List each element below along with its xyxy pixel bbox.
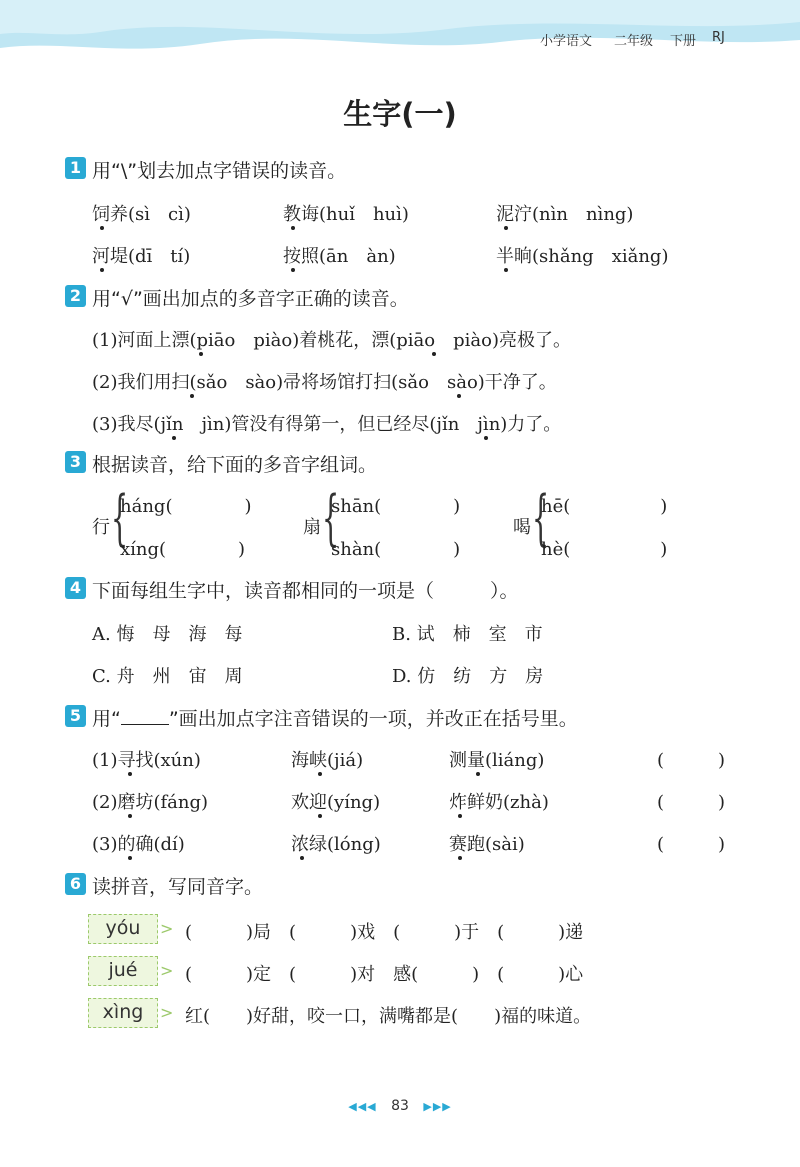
q3-reading-1a: háng( ) xyxy=(120,496,252,517)
q1-item-6: 半晌(shǎng xiǎng) xyxy=(496,246,669,267)
q4-option-d: D. 仿 纺 方 房 xyxy=(392,666,544,687)
emphasis-dot xyxy=(190,394,194,398)
q1-item-3: 泥泞(nìn nìng) xyxy=(496,204,634,225)
underline-sample xyxy=(121,710,169,725)
q4-option-c: C. 舟 州 宙 周 xyxy=(92,666,243,687)
emphasis-dot xyxy=(457,394,461,398)
question-number-4: 4 xyxy=(65,577,86,599)
q5-row3-c: 赛跑(sài) xyxy=(449,834,525,855)
q1-item-5: 按照(ān àn) xyxy=(283,246,396,267)
chevron-right-icon: > xyxy=(160,1003,174,1022)
q2-line-1: (1)河面上漂(piāo piào)着桃花，漂(piāo piào)亮极了。 xyxy=(92,330,571,351)
question-3-text: 根据读音，给下面的多音字组词。 xyxy=(92,454,378,476)
q2-line-3: (3)我尽(jǐn jìn)管没有得第一，但已经尽(jǐn jìn)力了。 xyxy=(92,414,562,435)
emphasis-dot xyxy=(458,856,462,860)
emphasis-dot xyxy=(432,352,436,356)
emphasis-dot xyxy=(458,814,462,818)
emphasis-dot xyxy=(476,772,480,776)
chevron-right-icon: > xyxy=(160,919,174,938)
emphasis-dot xyxy=(128,772,132,776)
page-footer xyxy=(0,1098,800,1114)
emphasis-dot xyxy=(128,856,132,860)
q3-reading-2a: shān( ) xyxy=(331,496,461,517)
question-number-6: 6 xyxy=(65,873,86,895)
q3-char-1: 行 xyxy=(92,517,110,538)
emphasis-dot xyxy=(318,772,322,776)
pinyin-box: yóu xyxy=(88,914,158,944)
emphasis-dot xyxy=(291,226,295,230)
header-term: 下册 xyxy=(670,34,697,49)
pinyin-box: jué xyxy=(88,956,158,986)
emphasis-dot xyxy=(100,268,104,272)
q5-row2-answer[interactable]: ( ) xyxy=(657,792,726,813)
question-number-5: 5 xyxy=(65,705,86,727)
question-number-3: 3 xyxy=(65,451,86,473)
question-5-text xyxy=(92,704,578,731)
page-number: 83 xyxy=(391,1098,409,1114)
pinyin-box: xìng xyxy=(88,998,158,1028)
emphasis-dot xyxy=(318,814,322,818)
header-edition: RJ xyxy=(712,30,725,45)
header-subject: 小学语文 xyxy=(540,34,593,49)
q4-option-a: A. 悔 母 海 每 xyxy=(92,624,243,645)
q2-line-2: (2)我们用扫(sǎo sào)帚将场馆打扫(sǎo sào)干净了。 xyxy=(92,372,557,393)
emphasis-dot xyxy=(128,814,132,818)
q3-reading-2b: shàn( ) xyxy=(331,539,461,560)
question-number-2: 2 xyxy=(65,285,86,307)
q3-char-3: 喝 xyxy=(513,517,531,538)
emphasis-dot xyxy=(100,226,104,230)
emphasis-dot xyxy=(199,352,203,356)
q5-row1-answer[interactable]: ( ) xyxy=(657,750,726,771)
q5-row3-b: 浓绿(lóng) xyxy=(291,834,381,855)
header-grade: 二年级 xyxy=(614,34,654,49)
q5-row1-c: 测量(liáng) xyxy=(449,750,545,771)
q5-row3-a: (3)的确(dí) xyxy=(92,834,185,855)
arrows-right-icon: ▶▶▶ xyxy=(423,1100,452,1113)
q5-row2-a: (2)磨坊(fáng) xyxy=(92,792,209,813)
question-4-text xyxy=(92,576,519,603)
emphasis-dot xyxy=(484,436,488,440)
question-2-text: 用“√”画出加点的多音字正确的读音。 xyxy=(92,288,409,310)
emphasis-dot xyxy=(300,856,304,860)
q4-text-after: ）。 xyxy=(490,580,519,602)
page-title: 生字(一) xyxy=(343,97,457,131)
chevron-right-icon: > xyxy=(160,961,174,980)
emphasis-dot xyxy=(504,268,508,272)
brace: { xyxy=(111,483,129,553)
q3-reading-3b: hè( ) xyxy=(541,539,668,560)
q5-row1-a: (1)寻找(xún) xyxy=(92,750,201,771)
q3-char-2: 扇 xyxy=(303,517,321,538)
q1-item-1: 饲养(sì cì) xyxy=(92,204,191,225)
q6-row1-text[interactable]: ( )局 ( )戏 ( )于 ( )递 xyxy=(185,922,584,943)
question-6-text: 读拼音，写同音字。 xyxy=(92,876,264,898)
q5-row3-answer[interactable]: ( ) xyxy=(657,834,726,855)
q5-text-after: ”画出加点字注音错误的一项，并改正在括号里。 xyxy=(168,708,578,730)
q6-row2-text[interactable]: ( )定 ( )对 感( ) ( )心 xyxy=(185,964,584,985)
q3-reading-3a: hē( ) xyxy=(541,496,668,517)
question-number-1: 1 xyxy=(65,157,86,179)
emphasis-dot xyxy=(172,436,176,440)
q1-item-2: 教诲(huǐ huì) xyxy=(283,204,409,225)
q4-option-b: B. 试 柿 室 市 xyxy=(392,624,543,645)
brace: { xyxy=(532,483,550,553)
q5-row2-b: 欢迎(yíng) xyxy=(291,792,381,813)
q5-text-before: 用“ xyxy=(92,708,121,730)
q4-text-before: 下面每组生字中，读音都相同的一项是（ xyxy=(92,580,435,602)
q6-row3-text[interactable]: 红( )好甜，咬一口，满嘴都是( )福的味道。 xyxy=(185,1006,592,1027)
q5-row1-b: 海峡(jiá) xyxy=(291,750,364,771)
brace: { xyxy=(322,483,340,553)
arrows-left-icon: ◀◀◀ xyxy=(348,1100,377,1113)
q3-reading-1b: xíng( ) xyxy=(120,539,246,560)
emphasis-dot xyxy=(504,226,508,230)
question-1-text: 用“\”划去加点字错误的读音。 xyxy=(92,160,347,182)
q5-row2-c: 炸鲜奶(zhà) xyxy=(449,792,549,813)
emphasis-dot xyxy=(291,268,295,272)
q1-item-4: 河堤(dī tí) xyxy=(92,246,191,267)
